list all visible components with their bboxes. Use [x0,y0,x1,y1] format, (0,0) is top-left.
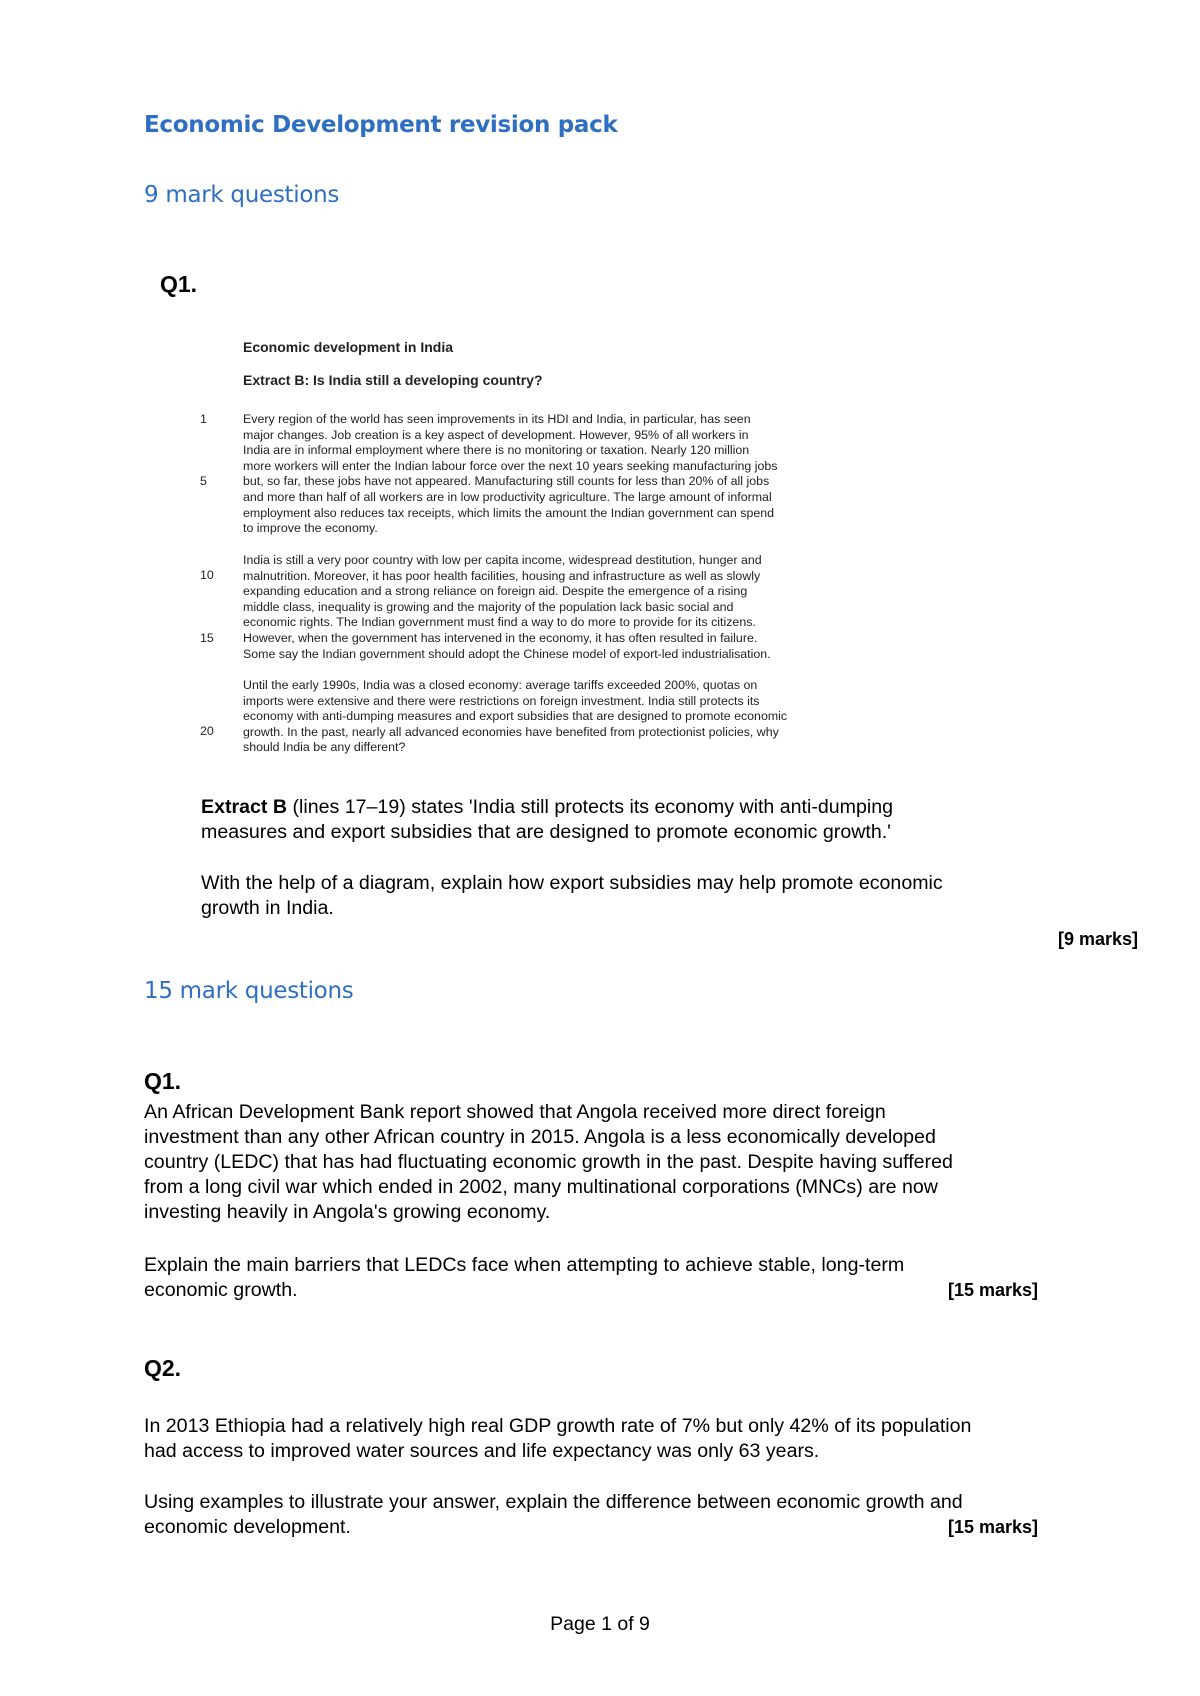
question-line: economic development. [144,1516,351,1538]
question-line: Explain the main barriers that LEDCs face when attempting to achieve stable, long-term [144,1254,905,1276]
extract-reference-bold: Extract B [201,796,288,818]
extract-line: malnutrition. Moreover, it has poor health facilities, housing and infrastructure as well as slowly [243,568,761,583]
prompt-text: measures and export subsidies that are designed to promote economic growth.' [201,821,891,843]
extract-title: Economic development in India [243,339,454,355]
marks-badge: [15 marks] [948,1280,1039,1300]
line-number: 5 [200,474,207,488]
section-heading-15-mark: 15 mark questions [144,978,354,1004]
extract-line: imports were extensive and there were restrictions on foreign investment. India still protects its [243,693,760,708]
section-heading-9-mark: 9 mark questions [144,182,340,208]
question-text-15-q2 [144,1490,963,1540]
line-number: 20 [200,724,214,738]
extract-line: should India be any different? [243,740,406,755]
extract-paragraph-3 [243,678,853,756]
extract-subtitle: Extract B: Is India still a developing country? [243,372,543,388]
extract-line: major changes. Job creation is a key aspect of development. However, 95% of all workers in [243,427,749,442]
extract-line: more workers will enter the Indian labour force over the next 10 years seeking manufacturing jobs [243,458,778,473]
context-line: had access to improved water sources and life expectancy was only 63 years. [144,1440,820,1462]
extract-line: economic rights. The Indian government must find a way to do more to provide for its citizens. [243,615,756,630]
extract-line: Some say the Indian government should adopt the Chinese model of export-led industrialisation. [243,646,771,661]
context-line: An African Development Bank report showed that Angola received more direct foreign [144,1101,886,1123]
question-label-15-q1: Q1. [144,1068,182,1094]
extract-line: and more than half of all workers are in low productivity agriculture. The large amount of informal [243,489,772,504]
extract-line: employment also reduces tax receipts, which limits the amount the Indian government can spend [243,505,775,520]
page-footer: Page 1 of 9 [550,1613,650,1635]
extract-line: middle class, inequality is growing and the majority of the population lack basic social and [243,599,734,614]
question-text-9-q1 [201,871,943,921]
question-context-15-q2 [144,1414,971,1464]
line-number: 15 [200,631,214,645]
marks-badge: [9 marks] [1058,929,1139,949]
extract-paragraph-1 [243,412,853,537]
extract-line: Every region of the world has seen improvements in its HDI and India, in particular, has seen [243,412,751,426]
extract-line: but, so far, these jobs have not appeared. Manufacturing still counts for less than 20% of all jobs [243,474,770,489]
context-line: investing heavily in Angola's growing economy. [144,1201,551,1223]
marks-badge: [15 marks] [948,1517,1039,1537]
question-context-15-q1 [144,1100,953,1225]
context-line: In 2013 Ethiopia had a relatively high real GDP growth rate of 7% but only 42% of its population [144,1415,972,1437]
context-line: country (LEDC) that has had fluctuating economic growth in the past. Despite having suffered [144,1151,953,1173]
question-label-9-q1: Q1. [160,271,198,297]
extract-line: growth. In the past, nearly all advanced economies have benefited from protectionist policies, why [243,724,779,739]
extract-line: to improve the economy. [243,521,378,536]
extract-paragraph-2 [243,553,853,662]
document-title: Economic Development revision pack [144,112,618,138]
extract-line: expanding education and a strong reliance on foreign aid. Despite the emergence of a rising [243,584,748,599]
context-line: from a long civil war which ended in 2002, many multinational corporations (MNCs) are now [144,1176,938,1198]
extract-line: economy with anti-dumping measures and export subsidies that are designed to promote economic [243,709,788,724]
extract-line: Until the early 1990s, India was a closed economy: average tariffs exceeded 200%, quotas on [243,678,758,692]
line-number: 1 [200,412,207,426]
context-line: investment than any other African country in 2015. Angola is a less economically developed [144,1126,936,1148]
question-line: economic growth. [144,1279,298,1301]
question-label-15-q2: Q2. [144,1355,182,1381]
question-prompt-9-q1 [201,795,893,845]
question-line: With the help of a diagram, explain how export subsidies may help promote economic [201,872,943,894]
question-text-15-q1 [144,1253,904,1303]
line-number: 10 [200,568,214,582]
question-line: growth in India. [201,897,334,919]
extract-line: India is still a very poor country with low per capita income, widespread destitution, hunger and [243,553,762,567]
question-line: Using examples to illustrate your answer, explain the difference between economic growth and [144,1491,963,1513]
extract-line: However, when the government has intervened in the economy, it has often resulted in failure. [243,630,758,645]
extract-line: India are in informal employment where there is no monitoring or taxation. Nearly 120 million [243,443,750,458]
prompt-text: (lines 17–19) states 'India still protects its economy with anti-dumping [287,796,894,818]
